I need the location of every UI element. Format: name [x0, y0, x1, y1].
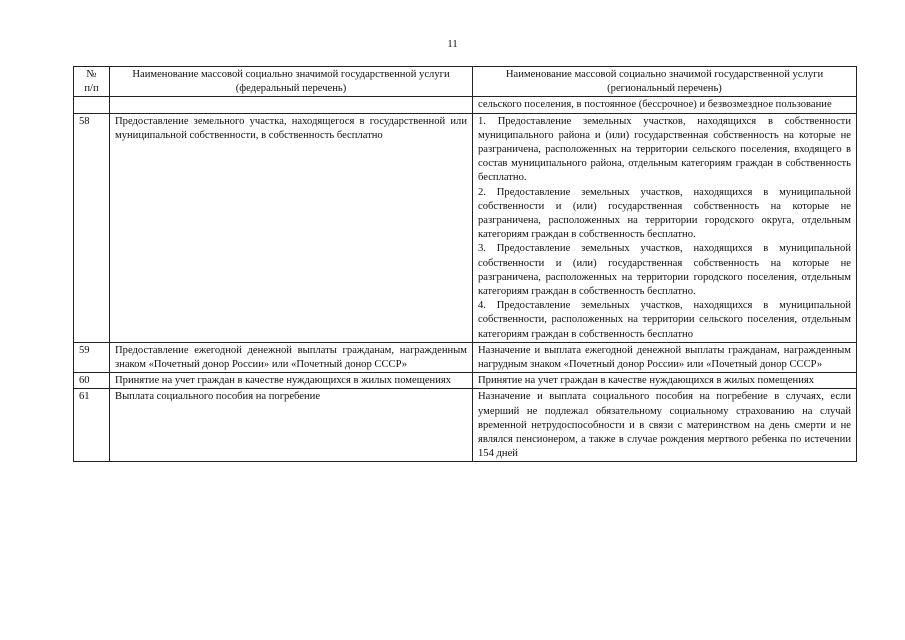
regional-item: 4. Предоставление земельных участков, находящихся в муниципальной собственности, расположенных на территории сельского поселения, отдельным категориям граждан в собственность бесплатно [478, 300, 851, 340]
row-regional [473, 389, 857, 462]
row-num: 61 [74, 389, 110, 462]
regional-item: Принятие на учет граждан в качестве нуждающихся в жилых помещениях [478, 375, 815, 387]
regional-item: Назначение и выплата социального пособия на погребение в случаях, если умерший не подлежал обязательному социальному страхованию на случай временной нетрудоспособности и в связи с материнством на день смерти и не являлся пенсионером, а также в случае рождения мертвого ребенка по истечении 154 дней [478, 391, 851, 460]
row-regional [473, 342, 857, 372]
services-table [73, 66, 857, 462]
regional-item: сельского поселения, в постоянное (бессрочное) и безвозмездное пользование [478, 99, 832, 111]
row-regional [473, 373, 857, 389]
table-row [74, 342, 857, 372]
row-num: 59 [74, 342, 110, 372]
row-federal [110, 97, 473, 113]
row-num [74, 97, 110, 113]
row-num: 60 [74, 373, 110, 389]
row-regional [473, 97, 857, 113]
table-header-row [74, 67, 857, 97]
header-federal: Наименование массовой социально значимой государственной услуги (федеральный перечень) [110, 67, 473, 97]
table-row [74, 113, 857, 342]
page-number: 11 [447, 38, 458, 50]
regional-item: 2. Предоставление земельных участков, находящихся в муниципальной собственности и (или) государственная собственность на которые не разграничена, расположенных на территории городского округа, отдельным категориям граждан в собственность бесплатно. [478, 186, 851, 241]
header-regional: Наименование массовой социально значимой государственной услуги (региональный перечень) [473, 67, 857, 97]
row-federal: Выплата социального пособия на погребение [110, 389, 473, 462]
row-federal: Предоставление ежегодной денежной выплаты гражданам, награжденным знаком «Почетный донор России» или «Почетный донор СССР» [110, 342, 473, 372]
regional-item: 1. Предоставление земельных участков, находящихся в собственности муниципального района и (или) государственная собственность на которые не разграничена, расположенных на территории сельского поселения, входящего в состав муниципального района, отдельным категориям граждан в собственность бесплатно. [478, 115, 851, 184]
row-federal: Принятие на учет граждан в качестве нуждающихся в жилых помещениях [110, 373, 473, 389]
regional-item: Назначение и выплата ежегодной денежной выплаты гражданам, награжденным нагрудным знаком «Почетный донор России» или «Почетный донор СССР» [478, 344, 851, 371]
table-row [74, 373, 857, 389]
table-row [74, 389, 857, 462]
regional-item: 3. Предоставление земельных участков, находящихся в муниципальной собственности и (или) государственная собственность на которые не разграничена, расположенных на территории городского поселения, отдельным категориям граждан в собственность бесплатно. [478, 243, 851, 298]
row-federal: Предоставление земельного участка, находящегося в государственной или муниципальной собственности, в собственность бесплатно [110, 113, 473, 342]
table-row [74, 97, 857, 113]
row-regional [473, 113, 857, 342]
row-num: 58 [74, 113, 110, 342]
header-num: № п/п [74, 67, 110, 97]
